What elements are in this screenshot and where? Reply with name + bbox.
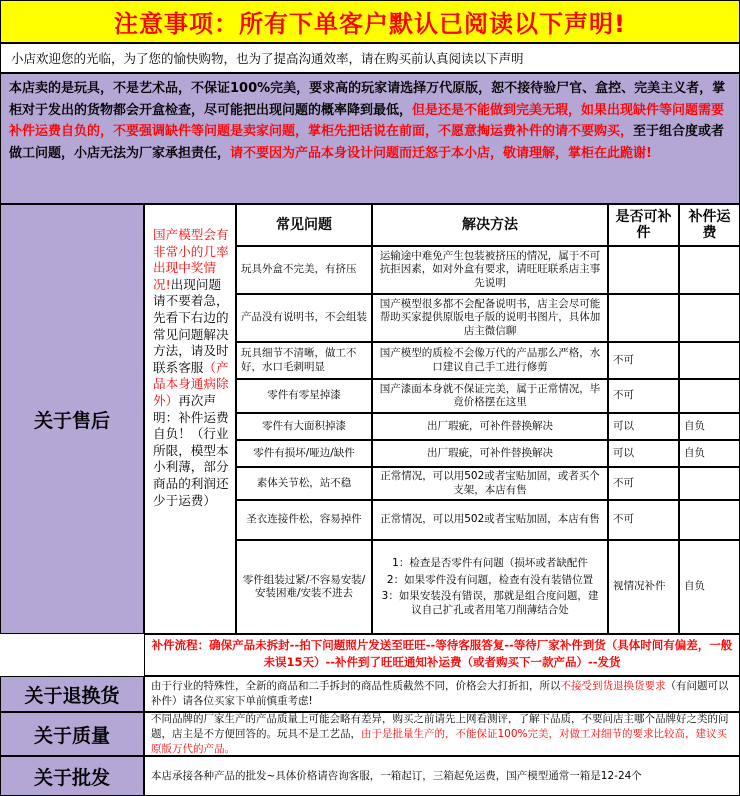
table-row-solution: 国产漆面本身就不保证完美，属于正常情况，毕竟价格摆在这里: [372, 379, 608, 413]
table-row-freight: 自负: [679, 540, 740, 634]
table-row-problem: 零件有损坏/哑边/缺件: [236, 440, 372, 467]
table-row-problem: 玩具细节不清晰，做工不好，水口毛刺明显: [236, 342, 372, 379]
table-row-can-replace: 不可: [608, 342, 679, 379]
returns-text-2: （有问题可以补件）请各位买家下单前慎重考虑!: [151, 680, 729, 707]
returns-text-1: 由于行业的特殊性，全新的商品和二手拆封的商品性质截然不同，价格会大打折扣，所以: [151, 680, 561, 692]
wholesale-text: 本店承接各种产品的批发~具体价格请咨询客服，一箱起订，三箱起免运费，国产模型通常一箱是12-24个: [144, 756, 740, 796]
table-row-solution: 正常情况，可以用502或者宝贴加固，本店有售: [372, 500, 608, 540]
table-row-freight: [679, 342, 740, 379]
table-row-solution: 国产模型很多都不会配备说明书，店主会尽可能帮助买家提供原版电子版的说明书图片，具体加店主微信聊: [372, 294, 608, 342]
notice-warning-1: 但是还是不能做到完美无瑕，如果出现缺件等问题需要补件运费自负的，不要强调缺件等问题是卖家问题，掌柜先把话说在前面，不愿意掏运费补件的请不要购买，: [9, 102, 725, 139]
warning-text-2: 再次声明：补件运费自负！（行业所限，模型本小利薄，部分商品的利润还少于运费）: [153, 392, 229, 508]
notice-text-2: 至于组合度或者做工问题，小店无法为厂家承担责任，: [9, 124, 725, 161]
table-row-freight: [679, 467, 740, 500]
table-row-freight: [679, 500, 740, 540]
table-row-can-replace: 可以: [608, 413, 679, 440]
table-row-freight: [679, 379, 740, 413]
table-row-can-replace: 不可: [608, 500, 679, 540]
table-row-problem: 产品没有说明书，不会组装: [236, 294, 372, 342]
quality-text-red: 由于是批量生产的，不能保证100%完美，对做工对细节的要求比较高，建议买原版万代的产品。: [151, 727, 728, 755]
solution-step-1: 1：检查是否零件有问题（损坏或者缺配件: [392, 557, 588, 569]
table-row-problem: 素体关节松，站不稳: [236, 467, 372, 500]
quality-label: 关于质量: [0, 712, 144, 756]
warning-red-text: 国产模型会有非常小的几率出现中奖情况!: [153, 227, 229, 292]
table-row-solution: 正常情况，可以用502或者宝贴加固，或者买个支架，本店有售: [372, 467, 608, 500]
quality-text-1: 不同品牌的厂家生产的产品质量上可能会略有差异，购买之前请先上网看测评，了解下品质，不要问店主哪个品牌好之类的问题，店主是不方便回答的。玩具不是工艺品，: [151, 712, 729, 740]
after-sales-label: 关于售后: [0, 204, 144, 634]
after-sales-warning: [144, 204, 236, 634]
warning-text-1: 出现问题请不要着急，先看下右边的常见问题解决方法，请及时联系客服: [153, 276, 229, 375]
table-row-problem: 玩具外盒不完美，有挤压: [236, 246, 372, 294]
notice-text-1: 本店卖的是玩具，不是艺术品，不保证100%完美，要求高的玩家请选择万代原版，恕不接待验尸官、盒控、完美主义者，掌柜对于发出的货物都会开盒检查，尽可能把出现问题的概率降到最低，: [9, 81, 726, 118]
table-row-problem: 零件有零星掉漆: [236, 379, 372, 413]
header-problem: 常见问题: [236, 204, 372, 246]
solution-step-3: 3：如果安装没有错误，那就是组合度问题，建议自己扩孔或者用笔刀削薄结合处: [381, 590, 599, 616]
table-row-solution: 国产模型的质检不会像万代的产品那么严格，水口建议自己手工进行修剪: [372, 342, 608, 379]
table-row-can-replace: 不可: [608, 467, 679, 500]
table-row-solution: 出厂瑕疵，可补件替换解决: [372, 413, 608, 440]
quality-text: [144, 712, 740, 756]
returns-label: 关于退换货: [0, 676, 144, 712]
table-row-problem: 零件有大面积掉漆: [236, 413, 372, 440]
header-solution: 解决方法: [372, 204, 608, 246]
returns-text-red: 不接受到货退换货要求: [560, 680, 666, 692]
table-row-can-replace: 视情况补件: [608, 540, 679, 634]
wholesale-label: 关于批发: [0, 756, 144, 796]
table-row-can-replace: 不可: [608, 379, 679, 413]
table-row-freight: [679, 246, 740, 294]
warning-red-text-2: （产品本身通病除外）: [153, 359, 229, 408]
header-can-replace: 是否可补件: [608, 204, 679, 246]
table-row-problem: 零件组装过紧/不容易安装/安装困难/安装不进去: [236, 540, 372, 634]
replacement-process: 补件流程：确保产品未拆封--拍下问题照片发送至旺旺--等待客服答复--等待厂家补件到货（具体时间有偏差，一般未误15天）--补件到了旺旺通知补运费（或者购买下一款产品）--发货: [144, 634, 740, 676]
table-row-solution: 运输途中难免产生包装被挤压的情况，属于不可抗拒因素，如对外盒有要求，请旺旺联系店主事先说明: [372, 246, 608, 294]
table-row-freight: 自负: [679, 440, 740, 467]
notice-block: [0, 73, 740, 204]
notice-warning-2: 请不要因为产品本身设计问题而迁怒于本小店，敬请理解，掌柜在此跪谢!: [230, 145, 652, 161]
table-row-solution: 出厂瑕疵，可补件替换解决: [372, 440, 608, 467]
header-freight: 补件运费: [679, 204, 740, 246]
solution-step-2: 2：如果零件没有问题，检查有没有装错位置: [386, 573, 594, 586]
table-row-problem: 圣衣连接件松，容易掉件: [236, 500, 372, 540]
table-row-can-replace: [608, 294, 679, 342]
table-row-can-replace: [608, 246, 679, 294]
table-row-can-replace: 可以: [608, 440, 679, 467]
intro-text: 小店欢迎您的光临，为了您的愉快购物，也为了提高沟通效率，请在购买前认真阅读以下声明: [0, 43, 740, 73]
returns-text: [144, 676, 740, 712]
table-row-solution: [372, 540, 608, 634]
table-row-freight: [679, 294, 740, 342]
table-row-freight: 自负: [679, 413, 740, 440]
page-title: 注意事项：所有下单客户默认已阅读以下声明!: [0, 0, 740, 43]
